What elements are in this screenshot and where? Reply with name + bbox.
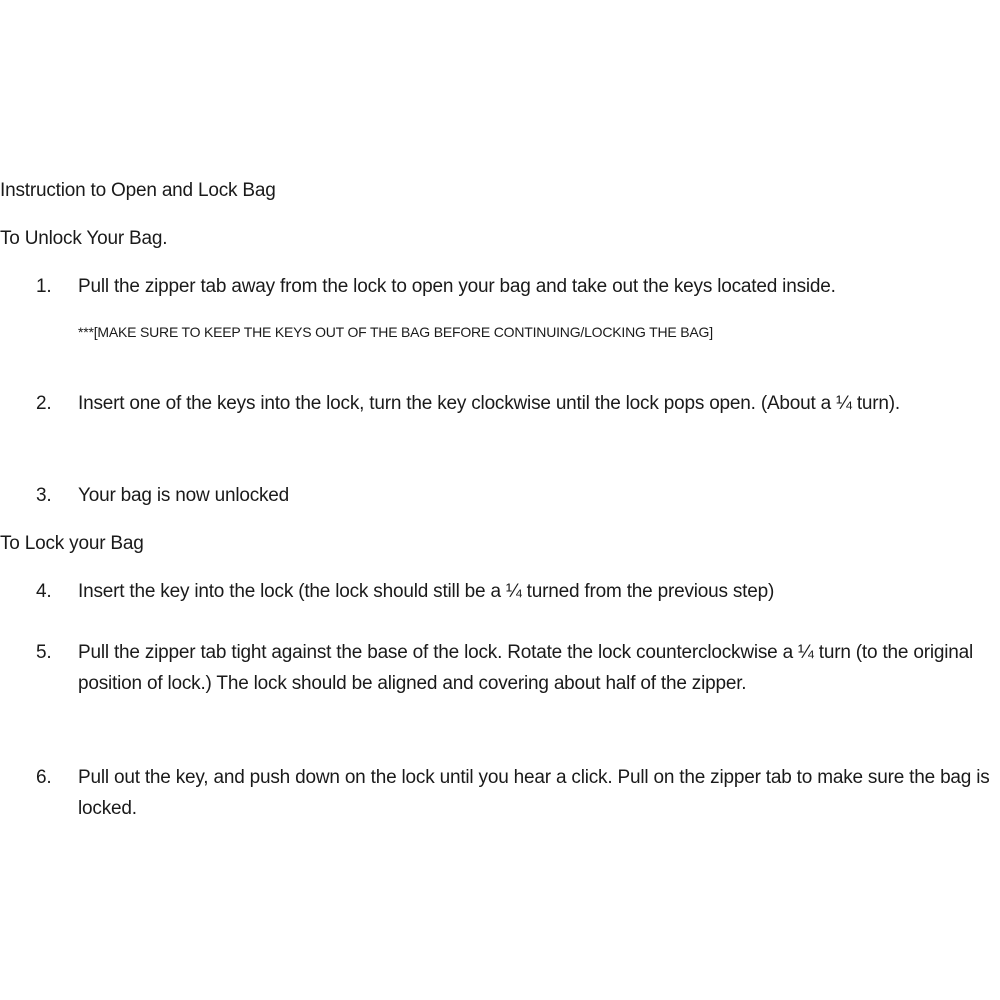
step-4 — [36, 576, 998, 607]
document-title: Instruction to Open and Lock Bag — [0, 180, 276, 201]
step-text: Pull the zipper tab away from the lock to open your bag and take out the keys located inside. — [78, 276, 836, 297]
lock-section-heading: To Lock your Bag — [0, 533, 144, 554]
step-number: 4. — [36, 581, 52, 602]
unlock-section-heading: To Unlock Your Bag. — [0, 228, 168, 249]
step-text: Your bag is now unlocked — [78, 485, 290, 506]
step-number: 6. — [36, 767, 52, 788]
warning-note: ***[MAKE SURE TO KEEP THE KEYS OUT OF THE BAG BEFORE CONTINUING/LOCKING THE BAG] — [78, 324, 713, 340]
step-1 — [36, 271, 998, 302]
step-number: 5. — [36, 642, 52, 663]
step-text: Insert the key into the lock (the lock should still be a ¼ turned from the previous step) — [78, 581, 775, 602]
step-text: Insert one of the keys into the lock, turn the key clockwise until the lock pops open. (About a ¼ turn). — [78, 393, 900, 414]
step-number: 1. — [36, 276, 52, 297]
step-text: Pull the zipper tab tight against the base of the lock. Rotate the lock counterclockwise a ¼ turn (to the original position of lock.) The lock should be aligned and covering about half of the zipper. — [78, 642, 973, 694]
step-2 — [36, 388, 998, 419]
step-3 — [36, 480, 998, 511]
step-number: 2. — [36, 393, 52, 414]
step-6 — [36, 762, 998, 824]
step-text: Pull out the key, and push down on the lock until you hear a click. Pull on the zipper tab to make sure the bag is locked. — [78, 767, 990, 819]
step-5 — [36, 637, 998, 699]
step-number: 3. — [36, 485, 52, 506]
